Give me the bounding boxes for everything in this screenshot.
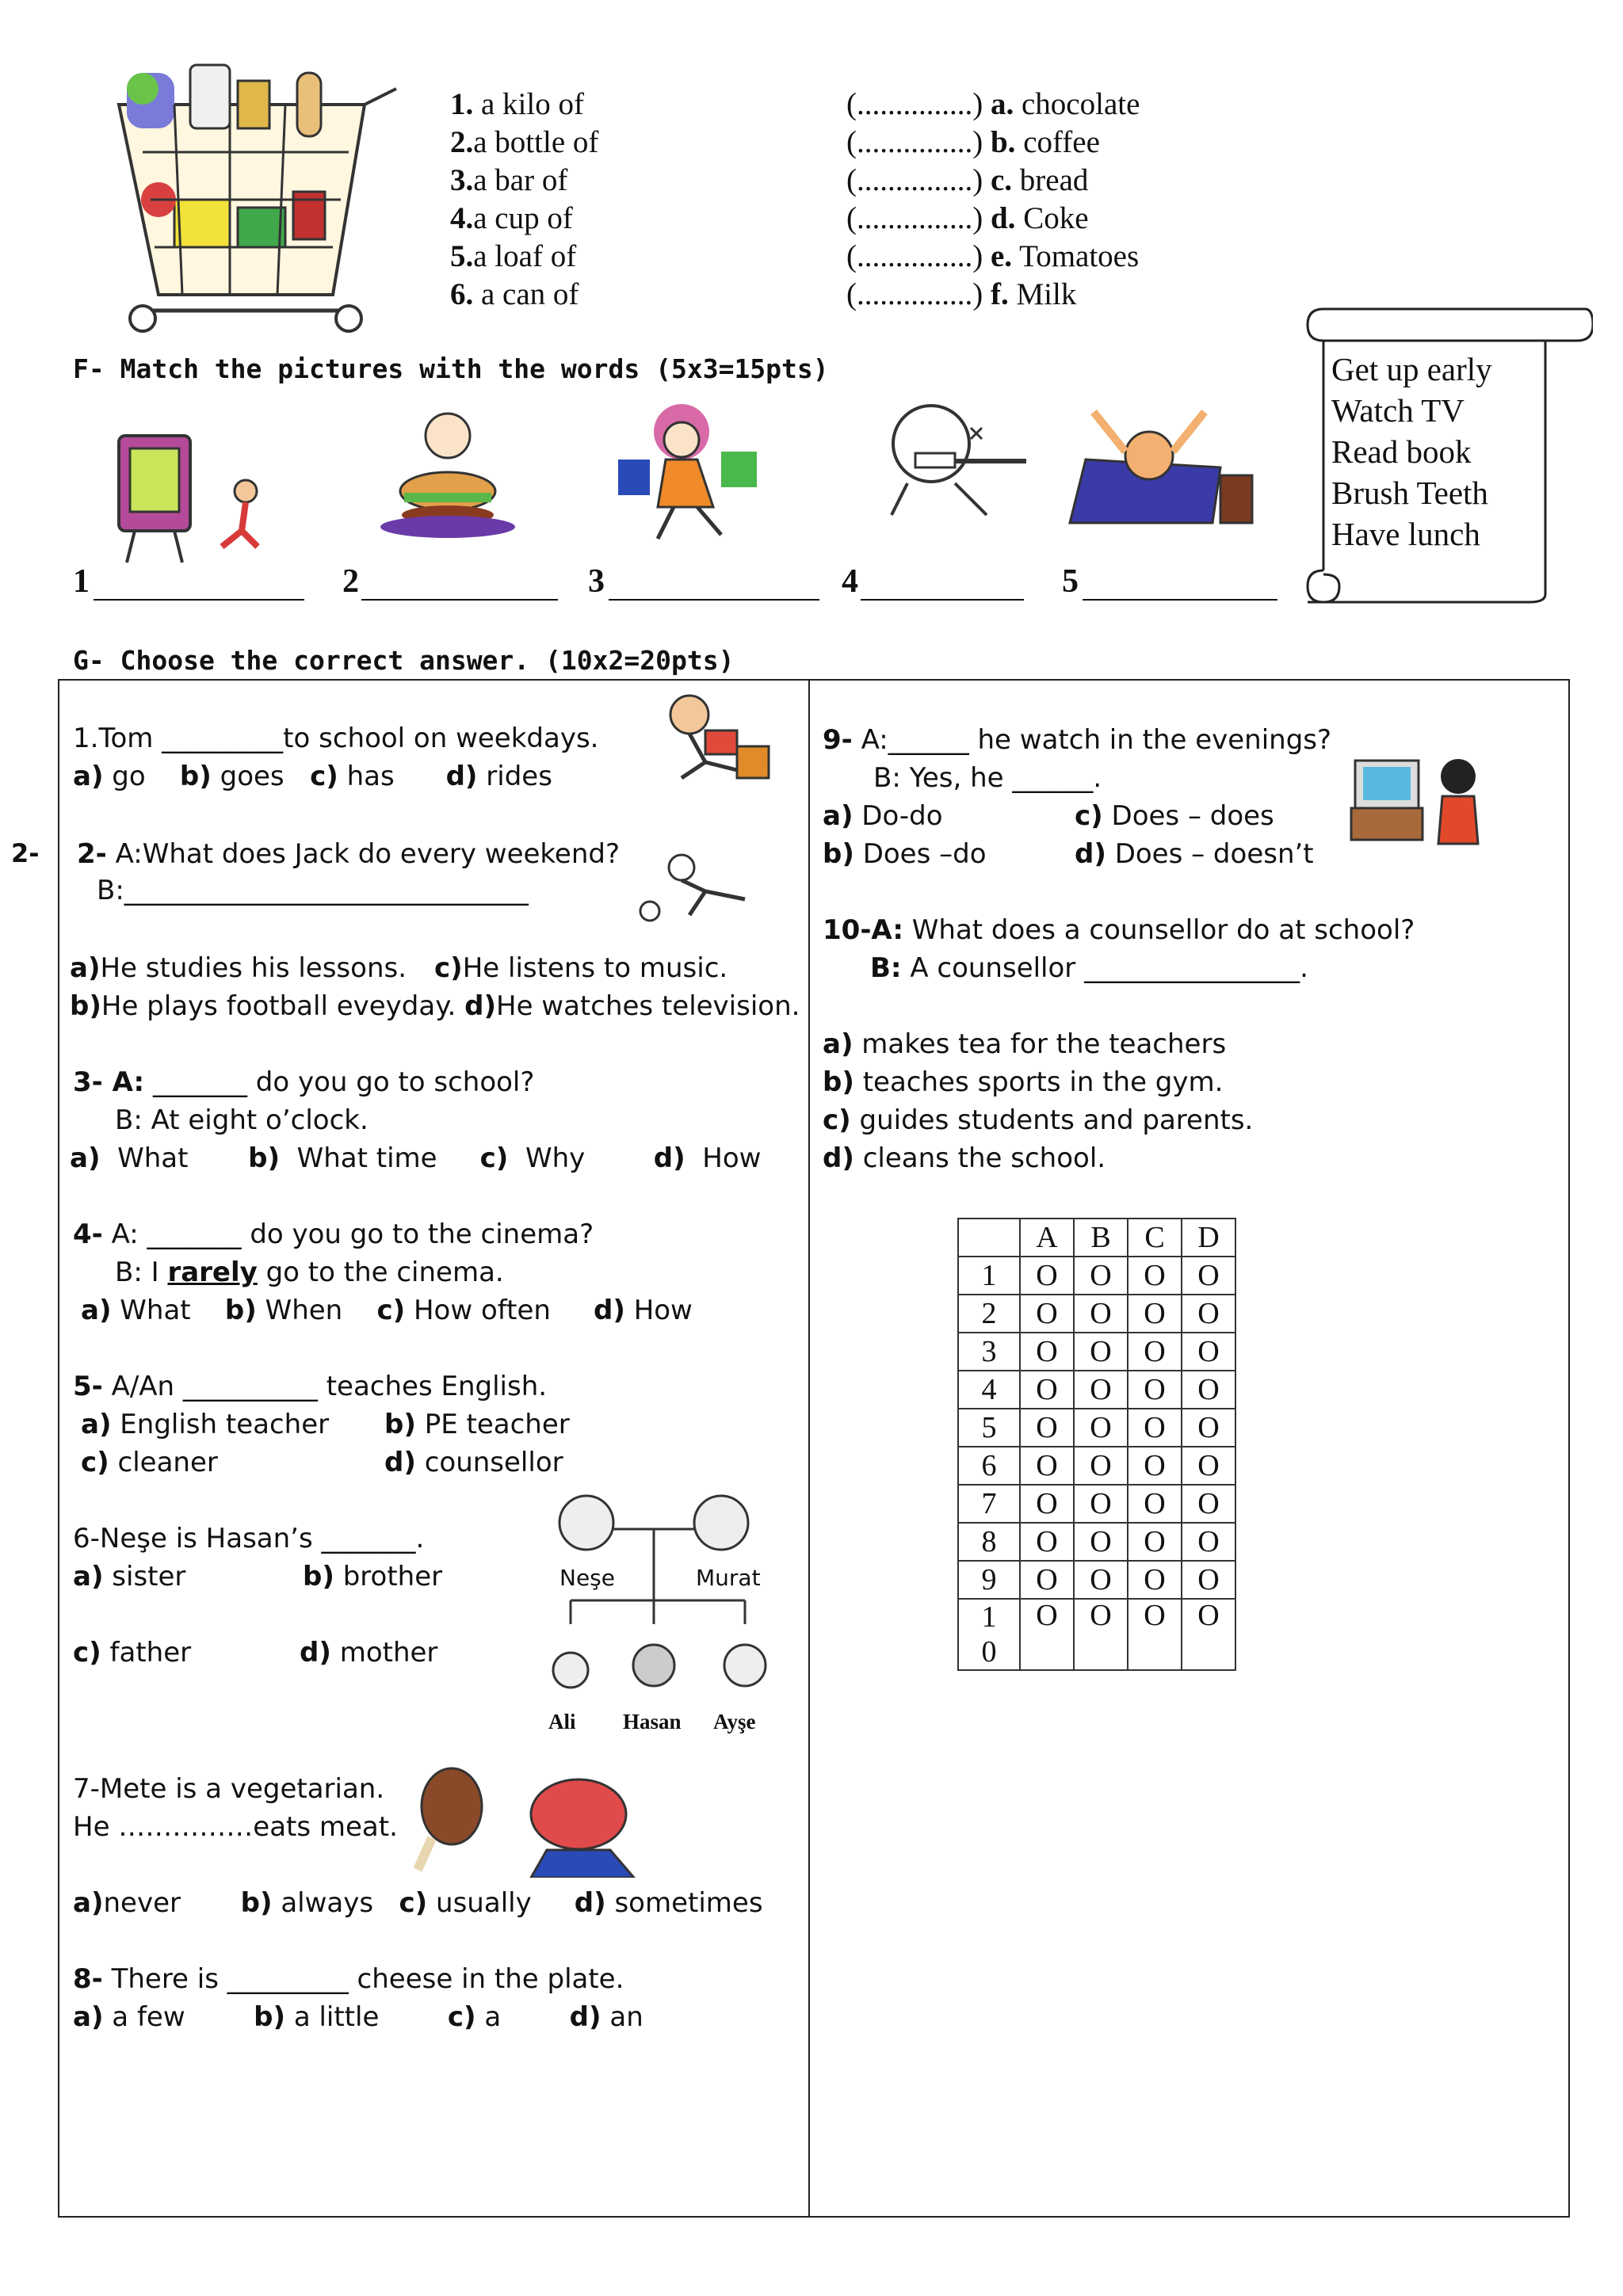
question-8: 8- There is _________ cheese in the plate.: [73, 1963, 624, 1995]
family-name-murat: Murat: [696, 1565, 761, 1591]
picture-number: 2: [342, 563, 359, 600]
question-2-option-c[interactable]: c)He listens to music.: [434, 952, 728, 984]
question-2-options-row1: [70, 949, 407, 987]
question-8-options: [73, 1998, 643, 2036]
answer-bubble[interactable]: O: [1020, 1257, 1074, 1295]
family-name-ayse: Ayşe: [713, 1710, 756, 1733]
option-c[interactable]: c) usually: [399, 1887, 532, 1919]
answer-bubble[interactable]: O: [1128, 1333, 1182, 1371]
option-b[interactable]: b) goes: [179, 761, 285, 792]
option-a[interactable]: a) a few: [73, 2001, 185, 2033]
scroll-word: Watch TV: [1331, 392, 1465, 429]
answer-bubble[interactable]: O: [1128, 1447, 1182, 1485]
answer-bubble[interactable]: O: [1074, 1561, 1128, 1599]
quantity-item: 6. a can of: [450, 277, 579, 311]
answer-row-number: 3: [958, 1333, 1020, 1371]
quantity-item: 4.a cup of: [450, 201, 573, 235]
answer-row-number: 1: [958, 1257, 1020, 1295]
answer-bubble[interactable]: O: [1128, 1295, 1182, 1333]
question-5-option-d[interactable]: d) counsellor: [384, 1447, 563, 1478]
column-divider: [808, 679, 810, 2218]
answer-bubble[interactable]: O: [1074, 1599, 1128, 1670]
quantity-item: 3.a bar of: [450, 163, 568, 197]
answer-row: [958, 1371, 1235, 1409]
answer-bubble[interactable]: O: [1074, 1409, 1128, 1447]
option-a[interactable]: a) go: [73, 761, 146, 792]
question-3-options: [70, 1139, 761, 1177]
scroll-word: Get up early: [1331, 351, 1492, 387]
option-a[interactable]: a)never: [73, 1887, 181, 1919]
option-b[interactable]: b) What time: [248, 1142, 437, 1174]
family-name-ali: Ali: [548, 1710, 576, 1733]
answer-row: [958, 1257, 1235, 1295]
option-a[interactable]: a) What: [81, 1295, 191, 1326]
question-7: 7-Mete is a vegetarian.: [73, 1773, 385, 1805]
question-1-options: [73, 757, 552, 795]
family-name-hasan: Hasan: [623, 1710, 682, 1733]
brush-teeth-picture: [876, 388, 1034, 523]
answer-bubble[interactable]: O: [1128, 1371, 1182, 1409]
question-10-line2: B: A counsellor ________________.: [870, 952, 1308, 984]
answer-row-number: 6: [958, 1447, 1020, 1485]
answer-row-number: 4: [958, 1371, 1020, 1409]
answer-row: [958, 1599, 1235, 1670]
option-c[interactable]: c) Why: [479, 1142, 586, 1174]
answer-bubble[interactable]: O: [1182, 1561, 1235, 1599]
picture-number: 1: [73, 563, 90, 600]
option-d[interactable]: d)He watches television.: [464, 990, 800, 1022]
scroll-word-list: [1331, 349, 1492, 555]
answer-bubble[interactable]: O: [1182, 1333, 1235, 1371]
option-c[interactable]: c) a: [447, 2001, 502, 2033]
answer-blank[interactable]: (...............): [846, 201, 983, 235]
food-item: (...............) e. Tomatoes: [846, 239, 1140, 273]
answer-bubble[interactable]: O: [1182, 1257, 1235, 1295]
answer-row: [958, 1447, 1235, 1485]
question-10-option-a[interactable]: a) makes tea for the teachers: [823, 1028, 1227, 1060]
answer-row: [958, 1333, 1235, 1371]
question-4-line2: B: I rarely go to the cinema.: [115, 1257, 504, 1288]
question-2: 2- A:What does Jack do every weekend?: [77, 838, 620, 870]
quantity-item: 1. a kilo of: [450, 87, 584, 121]
option-a[interactable]: a) What: [70, 1142, 189, 1174]
read-book-picture: [610, 404, 769, 547]
answer-bubble[interactable]: O: [1074, 1485, 1128, 1523]
watch-tv-picture: [111, 428, 269, 570]
question-3-line2: B: At eight o’clock.: [115, 1104, 369, 1136]
meat-drumstick-image: [408, 1767, 487, 1878]
answer-bubble[interactable]: O: [1020, 1447, 1074, 1485]
option-b[interactable]: b) When: [224, 1295, 343, 1326]
question-9-option-b[interactable]: b) Does –do: [823, 838, 987, 870]
answer-bubble[interactable]: O: [1128, 1409, 1182, 1447]
question-4: 4- A: _______ do you go to the cinema?: [73, 1219, 594, 1250]
answer-bubble[interactable]: O: [1020, 1561, 1074, 1599]
quantity-item: 2.a bottle of: [450, 125, 599, 159]
picture-number: 5: [1062, 563, 1079, 600]
answer-row: [958, 1561, 1235, 1599]
section-f-heading: F- Match the pictures with the words (5x3=15pts): [73, 353, 829, 384]
have-lunch-picture: [372, 404, 523, 539]
answer-bubble[interactable]: O: [1182, 1599, 1235, 1670]
answer-bubble[interactable]: O: [1128, 1561, 1182, 1599]
answer-bubble[interactable]: O: [1182, 1371, 1235, 1409]
question-2-options-row2: [70, 987, 800, 1025]
option-c[interactable]: c) has: [310, 761, 395, 792]
answer-bubble[interactable]: O: [1020, 1523, 1074, 1561]
answer-row-number: 7: [958, 1485, 1020, 1523]
running-boy-image: [658, 691, 777, 786]
answer-bubble[interactable]: O: [1128, 1485, 1182, 1523]
answer-blank[interactable]: (...............): [846, 163, 983, 197]
answer-line[interactable]: [1083, 599, 1277, 601]
food-item: (...............) f. Milk: [846, 277, 1077, 311]
quantity-list: [450, 86, 598, 314]
family-tree: [539, 1489, 792, 1743]
answer-bubble[interactable]: O: [1182, 1447, 1235, 1485]
question-10-option-d[interactable]: d) cleans the school.: [823, 1142, 1106, 1174]
answer-bubble[interactable]: O: [1020, 1371, 1074, 1409]
answer-blank[interactable]: (...............): [846, 125, 983, 159]
food-item: (...............) b. coffee: [846, 125, 1100, 159]
food-list: [846, 86, 1140, 314]
answer-blank[interactable]: (...............): [846, 87, 983, 121]
question-9-option-d[interactable]: d) Does – doesn’t: [1075, 838, 1314, 870]
answer-row: [958, 1295, 1235, 1333]
answer-bubble[interactable]: O: [1128, 1599, 1182, 1670]
get-up-early-picture: [1062, 404, 1260, 531]
boy-watching-tv-image: [1347, 753, 1490, 848]
answer-bubble[interactable]: O: [1128, 1523, 1182, 1561]
answer-bubble[interactable]: O: [1074, 1371, 1128, 1409]
option-d[interactable]: d) How: [593, 1295, 693, 1326]
question-7-line2: He ……………eats meat.: [73, 1811, 398, 1843]
answer-bubble[interactable]: O: [1182, 1485, 1235, 1523]
answer-row-number: 8: [958, 1523, 1020, 1561]
option-a[interactable]: a)He studies his lessons.: [70, 952, 407, 984]
question-6-option-d[interactable]: d) mother: [300, 1637, 438, 1669]
answer-row: [958, 1485, 1235, 1523]
shopping-cart-image: [95, 57, 428, 342]
answer-bubble[interactable]: O: [1182, 1523, 1235, 1561]
option-c[interactable]: c) How often: [376, 1295, 551, 1326]
question-6: 6-Neşe is Hasan’s _______.: [73, 1523, 425, 1554]
answer-row-number: 2: [958, 1295, 1020, 1333]
scroll-word: Have lunch: [1331, 516, 1480, 552]
answer-line[interactable]: [361, 599, 558, 601]
question-10-option-b[interactable]: b) teaches sports in the gym.: [823, 1066, 1224, 1098]
option-b[interactable]: b) a little: [254, 2001, 380, 2033]
answer-table: [957, 1218, 1236, 1671]
answer-row: [958, 1523, 1235, 1561]
answer-bubble[interactable]: O: [1020, 1485, 1074, 1523]
food-item: (...............) a. chocolate: [846, 87, 1140, 121]
food-item: (...............) c. bread: [846, 163, 1089, 197]
option-d[interactable]: d) How: [653, 1142, 762, 1174]
answer-table-header: A B C D: [958, 1219, 1235, 1257]
question-5-option-c[interactable]: c) cleaner: [81, 1447, 218, 1478]
picture-number: 4: [842, 563, 858, 600]
answer-line[interactable]: [861, 599, 1024, 601]
answer-bubble[interactable]: O: [1074, 1523, 1128, 1561]
answer-bubble[interactable]: O: [1074, 1333, 1128, 1371]
answer-row-number: 5: [958, 1409, 1020, 1447]
scroll-word: Brush Teeth: [1331, 475, 1488, 511]
question-3: 3- A: _______ do you go to school?: [73, 1066, 535, 1098]
answer-row: [958, 1409, 1235, 1447]
option-b[interactable]: b) always: [240, 1887, 374, 1919]
answer-row-number: 1 0: [958, 1599, 1020, 1670]
answer-blank[interactable]: (...............): [846, 277, 983, 311]
question-5-option-b[interactable]: b) PE teacher: [384, 1409, 570, 1440]
question-10-option-c[interactable]: c) guides students and parents.: [823, 1104, 1254, 1136]
answer-bubble[interactable]: O: [1020, 1599, 1074, 1670]
margin-label: 2-: [11, 838, 40, 868]
answer-line[interactable]: [609, 599, 819, 601]
angry-man-image: [515, 1775, 642, 1878]
answer-bubble[interactable]: O: [1020, 1333, 1074, 1371]
question-4-options: [81, 1291, 693, 1329]
question-9: 9- A:______ he watch in the evenings?: [823, 724, 1332, 756]
quantity-item: 5.a loaf of: [450, 239, 577, 273]
picture-number: 3: [588, 563, 605, 600]
question-2-answer-line[interactable]: B:______________________________: [97, 875, 529, 906]
option-d[interactable]: d) an: [569, 2001, 643, 2033]
option-d[interactable]: d) rides: [445, 761, 552, 792]
question-7-options: [73, 1884, 763, 1922]
question-10: 10-A: What does a counsellor do at school?: [823, 914, 1415, 946]
answer-bubble[interactable]: O: [1182, 1409, 1235, 1447]
question-9-option-c[interactable]: c) Does – does: [1075, 800, 1274, 832]
option-b[interactable]: b)He plays football eveyday.: [70, 990, 456, 1022]
question-9-line2: B: Yes, he ______.: [873, 762, 1102, 794]
question-5: 5- A/An __________ teaches English.: [73, 1371, 548, 1402]
answer-blank[interactable]: (...............): [846, 239, 983, 273]
food-item: (...............) d. Coke: [846, 201, 1089, 235]
question-6-option-c[interactable]: c) father: [73, 1637, 192, 1669]
question-5-option-a[interactable]: a) English teacher: [81, 1409, 330, 1440]
question-6-option-b[interactable]: b) brother: [303, 1561, 443, 1592]
answer-bubble[interactable]: O: [1074, 1295, 1128, 1333]
question-1: 1.Tom _________to school on weekdays.: [73, 723, 599, 754]
answer-bubble[interactable]: O: [1074, 1257, 1128, 1295]
scroll-word: Read book: [1331, 433, 1472, 470]
football-boy-image: [634, 852, 769, 923]
option-d[interactable]: d) sometimes: [574, 1887, 763, 1919]
family-name-nese: Neşe: [559, 1565, 615, 1591]
answer-bubble[interactable]: O: [1020, 1295, 1074, 1333]
answer-bubble[interactable]: O: [1128, 1257, 1182, 1295]
question-6-option-a[interactable]: a) sister: [73, 1561, 186, 1592]
answer-bubble[interactable]: O: [1020, 1409, 1074, 1447]
answer-row-number: 9: [958, 1561, 1020, 1599]
answer-line[interactable]: [94, 599, 304, 601]
answer-bubble[interactable]: O: [1182, 1295, 1235, 1333]
section-g-heading: G- Choose the correct answer. (10x2=20pts): [73, 645, 735, 676]
question-9-option-a[interactable]: a) Do-do: [823, 800, 943, 832]
answer-bubble[interactable]: O: [1074, 1447, 1128, 1485]
